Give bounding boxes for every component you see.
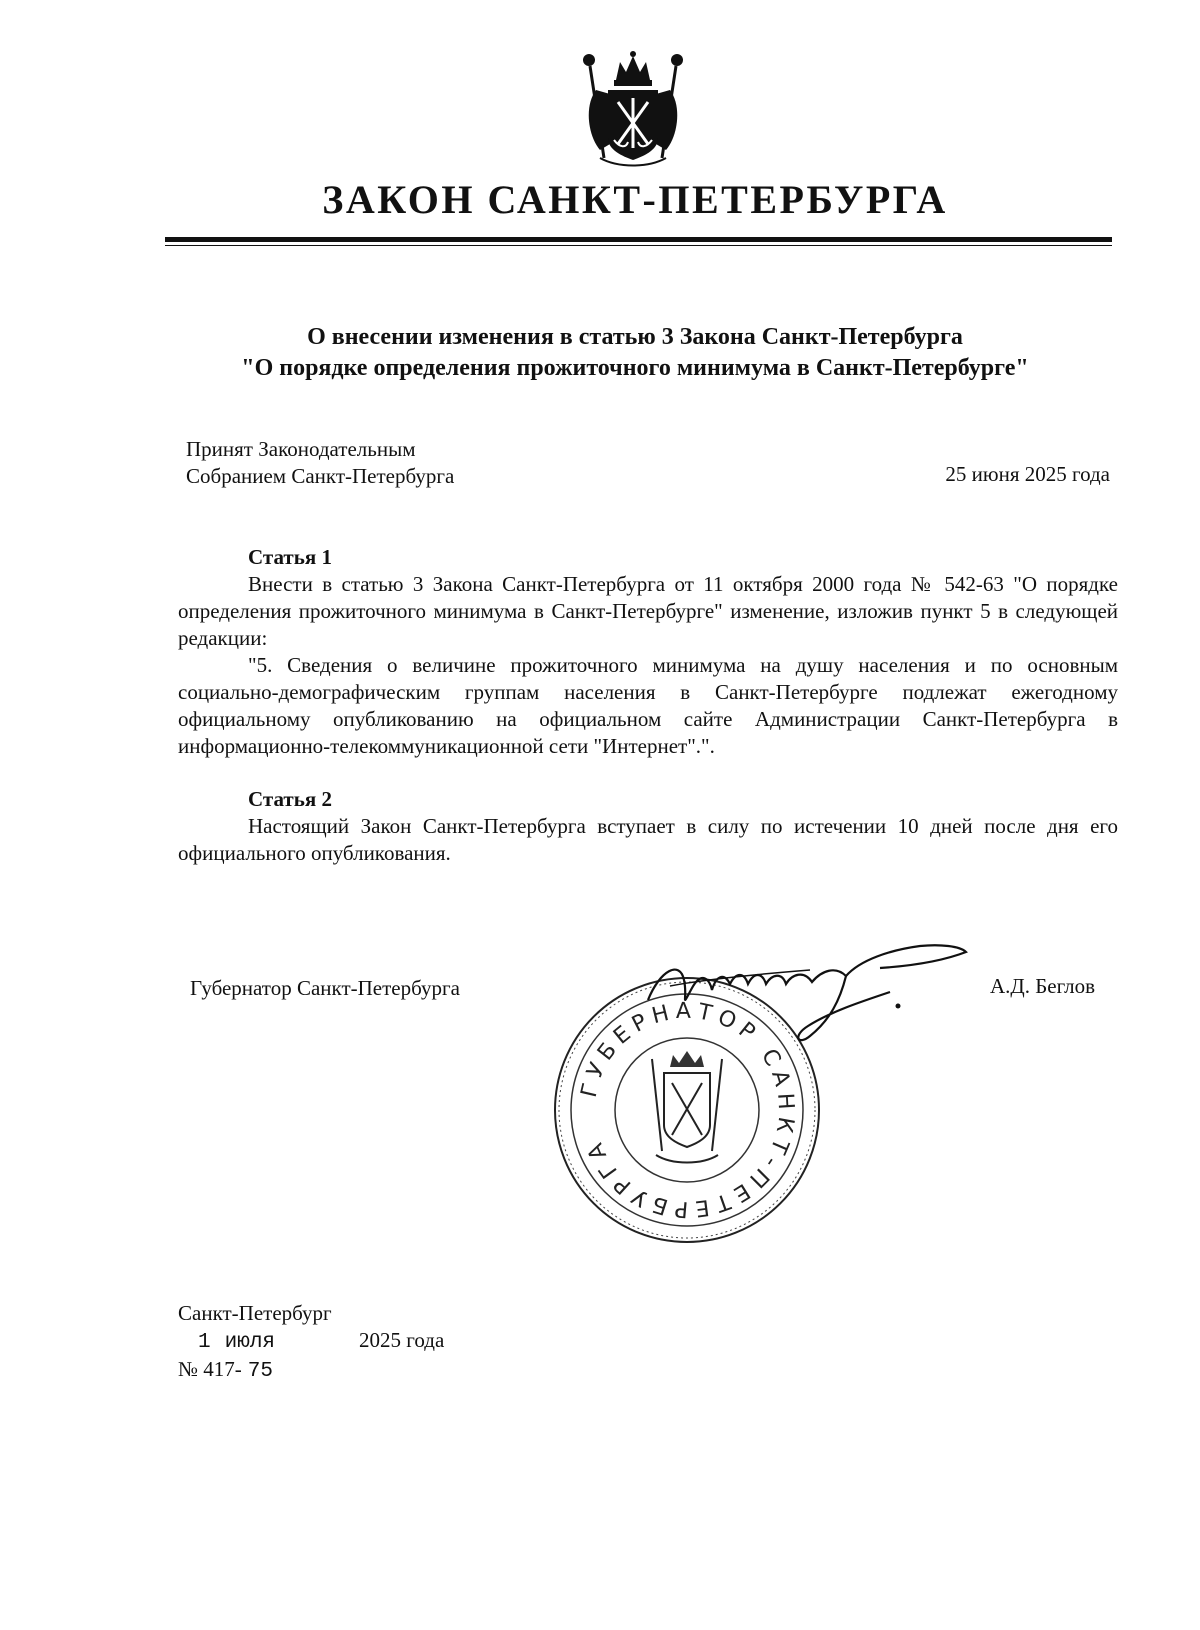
article-heading: Статья 1 (248, 545, 332, 569)
law-number-suffix: 75 (247, 1360, 273, 1383)
governor-position: Губернатор Санкт-Петербурга (190, 976, 460, 1000)
title-rule-thick (165, 237, 1112, 242)
law-subject (100, 322, 1170, 384)
seal-outer-text: ГУБЕРНАТОР САНКТ-ПЕТЕРБУРГА (576, 998, 799, 1222)
article-paragraph: Внести в статью 3 Закона Санкт-Петербурга от 11 октября 2000 года № 542-63 "О порядке определения прожиточного минимума в Санкт-Петербурге" изменение, изложив пункт 5 в следующей редакции: (178, 572, 1118, 650)
law-number (178, 1356, 444, 1385)
adoption-note (186, 436, 454, 490)
handwritten-signature-icon (640, 940, 1010, 1050)
governor-name: А.Д. Беглов (990, 974, 1096, 998)
adoption-line-1: Принят Законодательным (186, 437, 416, 461)
subject-line-2: "О порядке определения прожиточного минимума в Санкт-Петербурге" (241, 355, 1029, 381)
law-title: ЗАКОН САНКТ-ПЕТЕРБУРГА (322, 177, 948, 222)
subject-line-1: О внесении изменения в статью 3 Закона Санкт-Петербурга (307, 324, 963, 350)
place-city: Санкт-Петербург (178, 1301, 332, 1325)
signing-year: 2025 года (359, 1328, 445, 1352)
place-and-date (178, 1300, 444, 1385)
place-date-line (178, 1327, 444, 1356)
title-rule-thin (165, 245, 1112, 246)
law-number-prefix: № 417- (178, 1357, 242, 1381)
article-heading: Статья 2 (248, 787, 332, 811)
article-paragraph: "5. Сведения о величине прожиточного минимума на душу населения и по основным социально-демографическим группам населения в Санкт-Петербурге подлежат ежегодному официальному опубликованию на официальном сайте Администрации Санкт-Петербурга в информационно-телекоммуникационной сети "Интернет".". (178, 653, 1118, 758)
article-1 (178, 544, 1118, 760)
spb-coat-of-arms-icon (574, 46, 692, 174)
article-2 (178, 786, 1118, 867)
adoption-date: 25 июня 2025 года (945, 462, 1110, 486)
signing-month: июля (224, 1331, 276, 1354)
adoption-line-2: Собранием Санкт-Петербурга (186, 464, 455, 488)
article-paragraph: Настоящий Закон Санкт-Петербурга вступает в силу по истечении 10 дней после дня его официального опубликования. (178, 814, 1118, 865)
signing-day: 1 (198, 1331, 211, 1354)
